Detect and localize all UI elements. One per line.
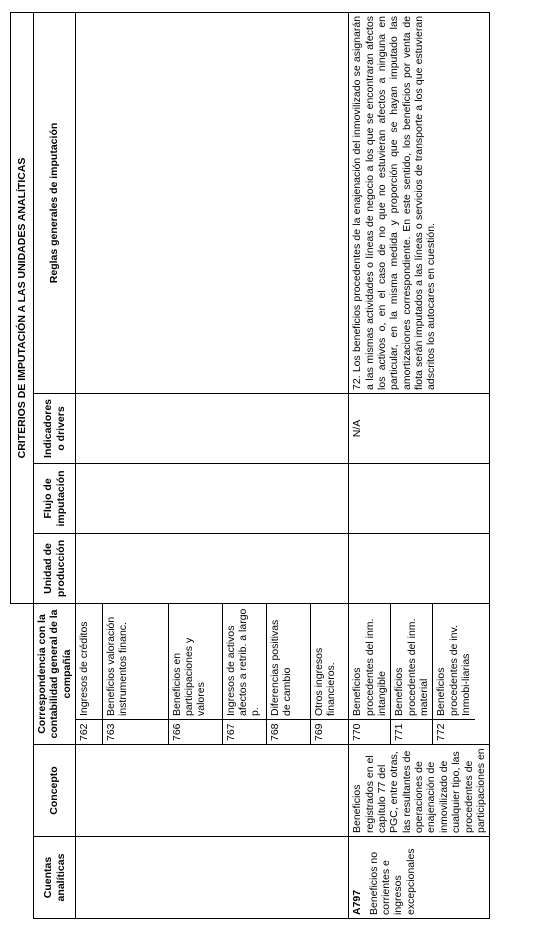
account-code: A797 xyxy=(351,889,364,915)
list-item xyxy=(391,604,433,744)
correspondence-list xyxy=(349,604,474,744)
account-description: Ingresos de activos afectos a retrib. a largo p. xyxy=(222,604,266,720)
table-row xyxy=(76,12,349,918)
account-description: Ingresos de créditos xyxy=(78,621,91,716)
account-code: 772 xyxy=(433,720,475,745)
list-item xyxy=(222,604,266,744)
list-item xyxy=(168,604,222,744)
indicadores-cell xyxy=(76,393,349,463)
account-code: 763 xyxy=(102,720,168,745)
account-code: 768 xyxy=(266,720,310,745)
header-indicadores: Indicadores o drivers xyxy=(34,393,76,463)
header-correspondencia: Correspondencia con la contabilidad general de la compañía xyxy=(34,603,76,744)
cuenta-cell xyxy=(349,837,490,919)
account-description: Beneficios valoración instrumentos financ. xyxy=(102,604,168,720)
header-cuentas: Cuentas analíticas xyxy=(34,837,76,919)
list-item xyxy=(266,604,310,744)
header-unidad: Unidad de producción xyxy=(34,533,76,603)
account-code: 769 xyxy=(310,720,348,745)
account-code: 767 xyxy=(222,720,266,745)
correspondencia-cell xyxy=(349,603,490,744)
reglas-cell xyxy=(76,12,349,393)
flujo-cell xyxy=(349,463,490,533)
header-concepto: Concepto xyxy=(34,745,76,837)
account-description: Beneficios procedentes del inm. intangible xyxy=(351,618,388,716)
header-reglas: Reglas generales de imputación xyxy=(34,12,76,393)
concepto-cell xyxy=(76,745,349,837)
account-code: 766 xyxy=(168,720,222,745)
concepto-cell: Beneficios registrados en el capítulo 77 del PGC, entre otras, las resultantes de operaciones de enajenación de inmovilizado de cualquier tipo, las procedentes de participaciones en xyxy=(349,745,490,837)
correspondence-list xyxy=(76,604,348,744)
account-name: Beneficios no corrientes e ingresos excepcionales xyxy=(367,848,417,915)
table-row xyxy=(349,12,490,918)
correspondencia-cell xyxy=(76,603,349,744)
list-item xyxy=(349,604,391,744)
account-description: Otros ingresos financieros. xyxy=(310,604,348,720)
flujo-cell xyxy=(76,463,349,533)
account-description: Beneficios en participaciones y valores xyxy=(168,604,222,720)
unidad-cell xyxy=(76,533,349,603)
account-description: Beneficios procedentes del inm. material xyxy=(391,604,433,720)
blank-header xyxy=(11,603,34,918)
reglas-cell: 72. Los beneficios procedentes de la enajenación del inmovilizado se asignarán a las mismas actividades o líneas de negocio a los que se encontraran afectos los activos o, en el caso de no que no estuvieran afectos a ninguna en particular, en la misma medida y proporción que se hayan imputado las amortizaciones correspondiente. En este sentido, los beneficios por venta de flota serán imputados a las líneas o servicios de transporte a los que estuvieran adscritos los autocares en cuestión. xyxy=(349,12,490,393)
indicadores-cell: N/A xyxy=(349,393,490,463)
list-item xyxy=(310,604,348,744)
cuenta-cell xyxy=(76,837,349,919)
header-flujo: Flujo de imputación xyxy=(34,463,76,533)
account-description: Diferencias positivas de cambio xyxy=(266,604,310,720)
unidad-cell xyxy=(349,533,490,603)
list-item xyxy=(433,604,475,744)
list-item xyxy=(76,604,102,744)
list-item xyxy=(102,604,168,744)
account-code: 762 xyxy=(76,720,102,745)
imputation-criteria-table xyxy=(10,12,490,919)
account-description: Beneficios procedentes de inv. Inmobi-liarias xyxy=(433,604,475,720)
account-code: 771 xyxy=(391,720,433,745)
account-code: 770 xyxy=(349,720,391,745)
table-title: CRITERIOS DE IMPUTACIÓN A LAS UNIDADES ANALÍTICAS xyxy=(11,12,34,603)
